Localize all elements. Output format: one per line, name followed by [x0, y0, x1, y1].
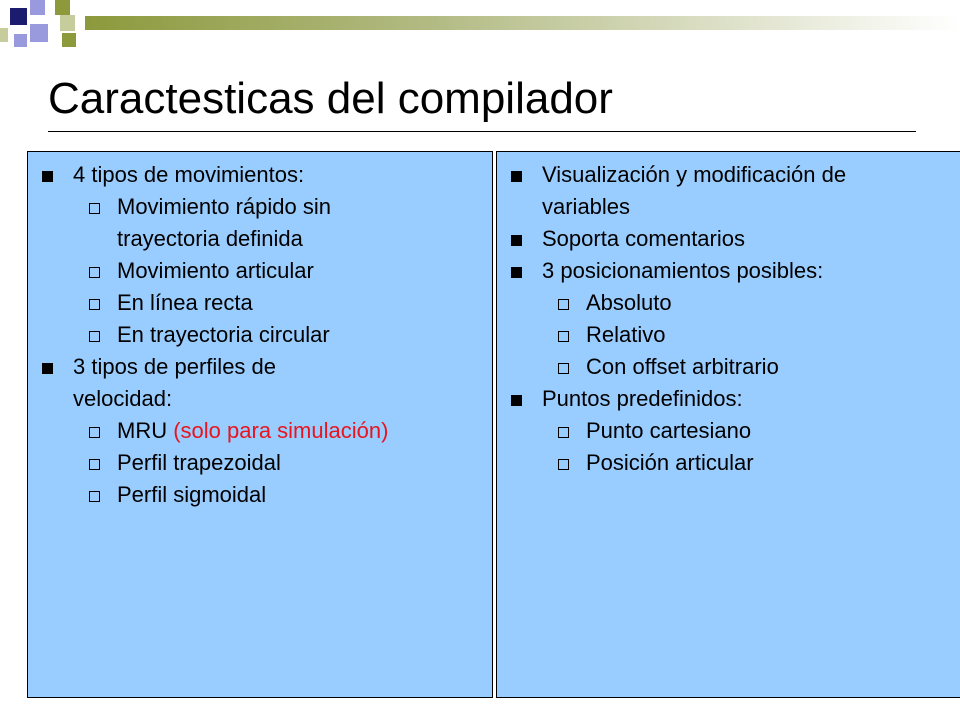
decorative-gradient-bar — [85, 16, 960, 30]
square-bullet-icon — [511, 235, 522, 246]
bullet-text: Visualización y modificación de — [542, 162, 847, 187]
bullet-text: variables — [542, 194, 631, 219]
list-item — [28, 159, 494, 351]
sub-list-item — [73, 479, 494, 511]
bullet-text: Soporta comentarios — [542, 226, 745, 251]
hollow-square-bullet-icon — [89, 267, 100, 278]
hollow-square-bullet-icon — [558, 299, 569, 310]
sub-bullet-text: Perfil sigmoidal — [117, 482, 267, 507]
hollow-square-bullet-icon — [558, 331, 569, 342]
sub-bullet-text: En trayectoria circular — [117, 322, 330, 347]
bullet-text: Puntos predefinidos: — [542, 386, 743, 411]
decorative-square-periwinkle — [30, 0, 45, 15]
hollow-square-bullet-icon — [89, 459, 100, 470]
square-bullet-icon — [511, 395, 522, 406]
sub-list-item — [542, 351, 960, 383]
sub-list-item — [73, 287, 494, 319]
sub-bullet-text: Perfil trapezoidal — [117, 450, 281, 475]
decorative-square-olive — [62, 33, 76, 47]
left-bullet-list — [28, 159, 494, 511]
sub-list — [542, 287, 960, 383]
right-bullet-list — [497, 159, 960, 479]
decorative-square-periwinkle — [14, 34, 27, 47]
hollow-square-bullet-icon — [558, 427, 569, 438]
bullet-text: velocidad: — [73, 386, 173, 411]
sub-list — [73, 191, 494, 351]
square-bullet-icon — [511, 267, 522, 278]
decorative-square-khaki — [0, 28, 8, 42]
sub-bullet-text: trayectoria definida — [117, 226, 303, 251]
decorative-square-khaki — [60, 15, 75, 31]
sub-list — [73, 415, 494, 511]
list-item — [497, 159, 960, 223]
list-item — [497, 223, 960, 255]
bullet-text: 3 tipos de perfiles de — [73, 354, 277, 379]
list-item — [28, 351, 494, 511]
square-bullet-icon — [511, 171, 522, 182]
sub-list-item — [542, 415, 960, 447]
hollow-square-bullet-icon — [89, 491, 100, 502]
sub-list-item — [542, 287, 960, 319]
sub-list-item — [542, 447, 960, 479]
sub-bullet-text: Relativo — [586, 322, 666, 347]
sub-bullet-text: En línea recta — [117, 290, 253, 315]
sub-bullet-text: Punto cartesiano — [586, 418, 752, 443]
hollow-square-bullet-icon — [558, 363, 569, 374]
sub-list — [542, 415, 960, 479]
list-item — [497, 255, 960, 383]
left-content-panel — [27, 151, 493, 698]
square-bullet-icon — [42, 171, 53, 182]
hollow-square-bullet-icon — [89, 299, 100, 310]
sub-list-item — [73, 447, 494, 479]
decorative-square-periwinkle — [30, 24, 48, 42]
sub-bullet-text: MRU — [117, 418, 174, 443]
sub-list-item — [73, 255, 494, 287]
highlighted-note: (solo para simulación) — [173, 418, 389, 443]
bullet-text: 4 tipos de movimientos: — [73, 162, 305, 187]
list-item — [497, 383, 960, 479]
bullet-text: 3 posicionamientos posibles: — [542, 258, 824, 283]
hollow-square-bullet-icon — [558, 459, 569, 470]
sub-list-item — [73, 319, 494, 351]
sub-bullet-text: Movimiento rápido sin — [117, 194, 331, 219]
sub-list-item — [73, 415, 494, 447]
sub-bullet-text: Absoluto — [586, 290, 672, 315]
hollow-square-bullet-icon — [89, 331, 100, 342]
slide-title: Caractesticas del compilador — [48, 74, 613, 123]
hollow-square-bullet-icon — [89, 427, 100, 438]
sub-bullet-text: Posición articular — [586, 450, 754, 475]
hollow-square-bullet-icon — [89, 203, 100, 214]
sub-bullet-text: Movimiento articular — [117, 258, 314, 283]
sub-list-item — [73, 191, 494, 255]
decorative-square-navy — [10, 8, 27, 25]
right-content-panel — [496, 151, 960, 698]
sub-list-item — [542, 319, 960, 351]
title-underline — [48, 131, 916, 132]
square-bullet-icon — [42, 363, 53, 374]
sub-bullet-text: Con offset arbitrario — [586, 354, 779, 379]
decorative-square-olive — [55, 0, 70, 15]
